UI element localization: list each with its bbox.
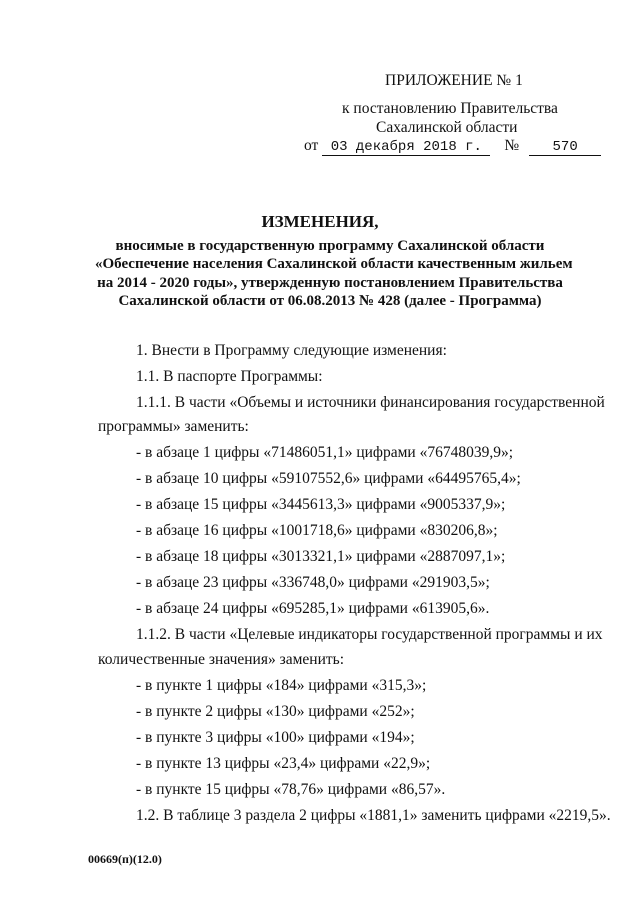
list-item: - в абзаце 24 цифры «695285,1» цифрами «613905,6».: [136, 600, 490, 617]
list-item: - в абзаце 15 цифры «3445613,3» цифрами «9005337,9»;: [136, 496, 506, 513]
number-value: 570: [529, 140, 601, 156]
subtitle-line: вносимые в государственную программу Сахалинской области: [115, 238, 545, 254]
list-item: - в абзаце 16 цифры «1001718,6» цифрами «830206,8»;: [136, 522, 498, 539]
appendix-title: ПРИЛОЖЕНИЕ № 1: [385, 72, 523, 89]
subtitle-line: на 2014 - 2020 годы», утвержденную постановлением Правительства: [97, 274, 563, 291]
list-item: - в пункте 13 цифры «23,4» цифрами «22,9»;: [136, 755, 431, 772]
document-title: ИЗМЕНЕНИЯ,: [261, 212, 379, 231]
appendix-date-line: [304, 137, 601, 156]
footer-code: 00669(п)(12.0): [88, 852, 162, 866]
paragraph-1-1: 1.1. В паспорте Программы:: [136, 368, 323, 385]
subtitle-line: «Обеспечение населения Сахалинской области качественным жильем: [95, 256, 573, 273]
list-item: - в абзаце 1 цифры «71486051,1» цифрами «76748039,9»;: [136, 444, 514, 461]
list-item: - в пункте 2 цифры «130» цифрами «252»;: [136, 703, 415, 720]
list-item: - в абзаце 18 цифры «3013321,1» цифрами «2887097,1»;: [136, 548, 506, 565]
appendix-region-line: Сахалинской области: [376, 119, 518, 136]
list-item: - в пункте 1 цифры «184» цифрами «315,3»;: [136, 677, 427, 694]
paragraph-1: 1. Внести в Программу следующие изменения:: [136, 342, 447, 359]
list-item: - в пункте 3 цифры «100» цифрами «194»;: [136, 729, 415, 746]
paragraph-1-1-2-line2: количественные значения» заменить:: [98, 651, 345, 668]
date-prefix: от: [304, 137, 319, 154]
appendix-resolution-line: к постановлению Правительства: [342, 100, 558, 117]
paragraph-1-2: 1.2. В таблице 3 раздела 2 цифры «1881,1» заменить цифрами «2219,5».: [136, 807, 611, 824]
paragraph-1-1-1-line2: программы» заменить:: [98, 418, 249, 435]
document-subtitle: [95, 237, 573, 310]
list-item: - в абзаце 23 цифры «336748,0» цифрами «291903,5»;: [136, 574, 490, 591]
date-value: 03 декабря 2018 г.: [322, 140, 490, 156]
subtitle-line: Сахалинской области от 06.08.2013 № 428 (далее - Программа): [118, 292, 542, 309]
paragraph-1-1-1-line1: 1.1.1. В части «Объемы и источники финансирования государственной: [136, 394, 605, 411]
number-label: №: [504, 137, 520, 154]
paragraph-1-1-2-line1: 1.1.2. В части «Целевые индикаторы государственной программы и их: [136, 626, 603, 643]
list-item: - в абзаце 10 цифры «59107552,6» цифрами «64495765,4»;: [136, 470, 521, 487]
list-item: - в пункте 15 цифры «78,76» цифрами «86,57».: [136, 781, 446, 798]
